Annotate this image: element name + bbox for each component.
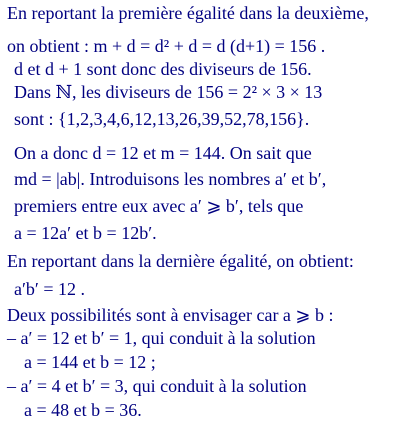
text-line-8: premiers entre eux avec a′ ⩾ b′, tels que: [14, 196, 304, 216]
text-line-7: md = |ab|. Introduisons les nombres a′ et b′,: [14, 169, 327, 189]
text-line-5: sont : {1,2,3,4,6,12,13,26,39,52,78,156}.: [14, 109, 310, 129]
text-line-3: d et d + 1 sont donc des diviseurs de 156.: [14, 59, 312, 79]
text-line-15: – a′ = 4 et b′ = 3, qui conduit à la solution: [7, 376, 307, 396]
text-line-4: Dans ℕ, les diviseurs de 156 = 2² × 3 × 13: [14, 82, 323, 102]
text-line-16: a = 48 et b = 36.: [24, 400, 142, 420]
text-line-2: on obtient : m + d = d² + d = d (d+1) = 156 .: [7, 36, 326, 56]
text-line-9: a = 12a′ et b = 12b′.: [14, 223, 157, 243]
text-line-14: a = 144 et b = 12 ;: [24, 352, 156, 372]
text-line-11: a′b′ = 12 .: [14, 279, 86, 299]
text-line-10: En reportant dans la dernière égalité, on obtient:: [7, 251, 354, 271]
text-line-6: On a donc d = 12 et m = 144. On sait que: [14, 143, 312, 163]
text-line-13: – a′ = 12 et b′ = 1, qui conduit à la solution: [7, 328, 316, 348]
text-line-12: Deux possibilités sont à envisager car a ⩾ b :: [7, 305, 334, 325]
text-line-1: En reportant la première égalité dans la deuxième,: [7, 3, 369, 23]
